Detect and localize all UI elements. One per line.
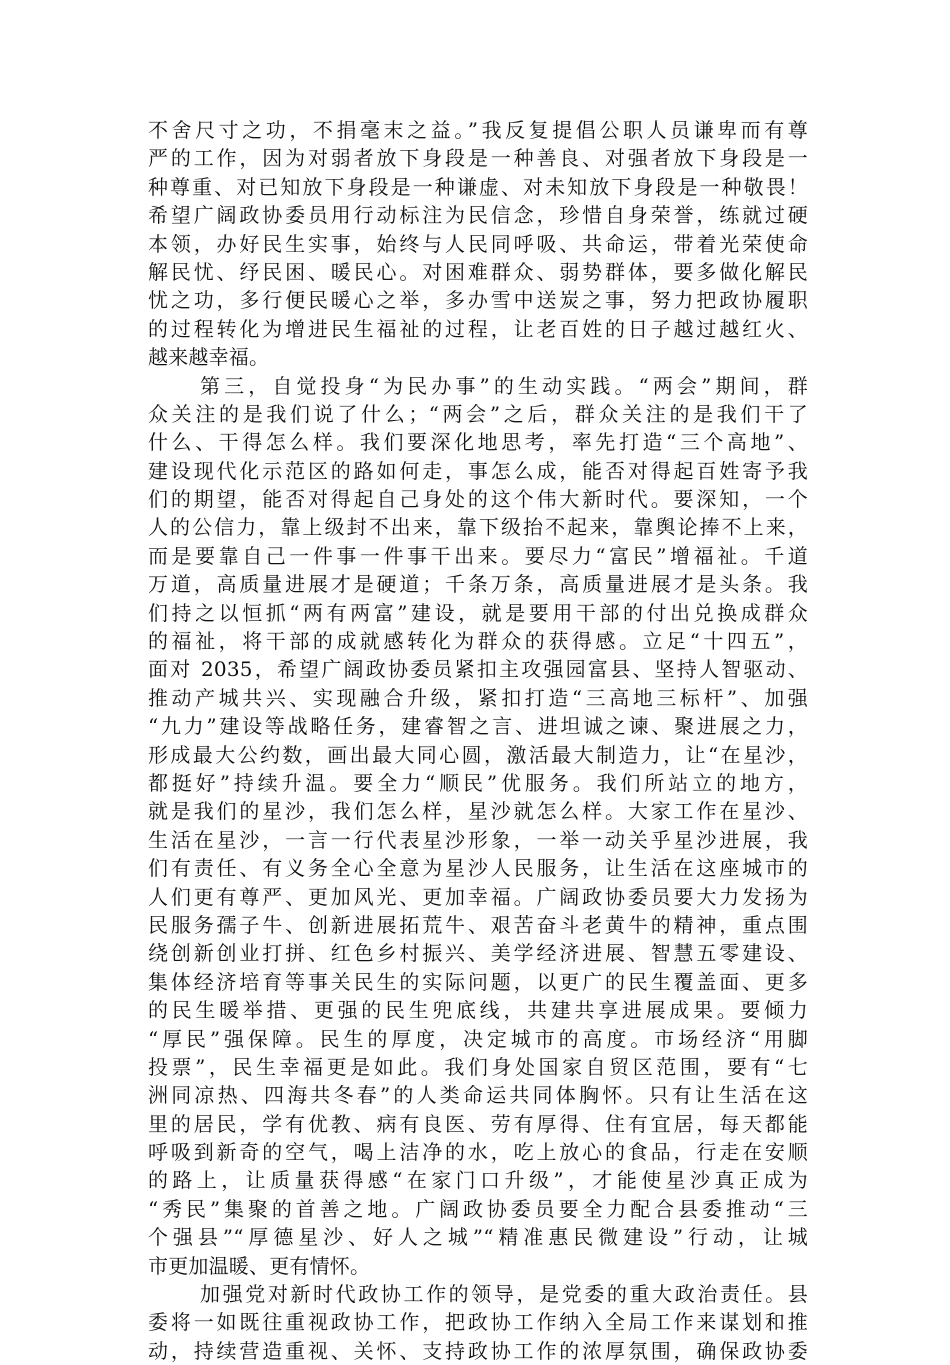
text-line: 万道，高质量进展才是硬道；千条万条，高质量进展才是头条。我	[148, 572, 808, 597]
text-line: “九力”建设等战略任务，建睿智之言、进坦诚之谏、聚进展之力，	[148, 714, 808, 739]
text-line: 个强县”“厚德星沙、好人之城”“精准惠民微建设”行动，让城	[148, 1225, 808, 1250]
text-line: 都挺好”持续升温。要全力“顺民”优服务。我们所站立的地方，	[148, 770, 808, 795]
text-line: 呼吸到新奇的空气，喝上洁净的水，吃上放心的食品，行走在安顺	[148, 1140, 808, 1165]
text-line: 们的期望，能否对得起自己身处的这个伟大新时代。要深知，一个	[148, 487, 808, 512]
text-line: “秀民”集聚的首善之地。广阔政协委员要全力配合县委推动“三	[148, 1196, 808, 1221]
text-line: 面对 2035，希望广阔政协委员紧扣主攻强园富县、坚持人智驱动、	[148, 657, 808, 682]
text-line: 的过程转化为增进民生福祉的过程，让老百姓的日子越过越红火、	[148, 316, 808, 341]
text-line: 投票”，民生幸福更是如此。我们身处国家自贸区范围，要有“七	[148, 1054, 808, 1079]
text-line: 严的工作，因为对弱者放下身段是一种善良、对强者放下身段是一	[148, 146, 808, 171]
text-line: 人们更有尊严、更加风光、更加幸福。广阔政协委员要大力发扬为	[148, 884, 808, 909]
text-line: 市更加温暖、更有情怀。	[148, 1253, 371, 1278]
text-line: 忧之功，多行便民暖心之举，多办雪中送炭之事，努力把政协履职	[148, 288, 808, 313]
text-line: 本领，办好民生实事，始终与人民同呼吸、共命运，带着光荣使命	[148, 231, 808, 256]
text-line: 们有责任、有义务全心全意为星沙人民服务，让生活在这座城市的	[148, 856, 808, 881]
text-line: 就是我们的星沙，我们怎么样，星沙就怎么样。大家工作在星沙、	[148, 799, 808, 824]
document-body	[148, 116, 808, 1365]
text-line: 的路上，让质量获得感“在家门口升级”，才能使星沙真正成为	[148, 1168, 808, 1193]
text-line: 第三，自觉投身“为民办事”的生动实践。“两会”期间，群	[200, 373, 808, 398]
text-line: 加强党对新时代政协工作的领导，是党委的重大政治责任。县	[200, 1282, 808, 1307]
text-line: 委将一如既往重视政协工作，把政协工作纳入全局工作来谋划和推	[148, 1310, 808, 1335]
text-line: “厚民”强保障。民生的厚度，决定城市的高度。市场经济“用脚	[148, 1026, 808, 1051]
text-line: 不舍尺寸之功，不捐毫末之益。”我反复提倡公职人员谦卑而有尊	[148, 118, 808, 142]
text-line: 越来越幸福。	[148, 345, 270, 370]
text-line: 推动产城共兴、实现融合升级，紧扣打造“三高地三标杆”、加强	[148, 685, 808, 710]
text-line: 的福祉，将干部的成就感转化为群众的获得感。立足“十四五”，	[148, 629, 808, 654]
text-line: 集体经济培育等事关民生的实际问题，以更广的民生覆盖面、更多	[148, 969, 808, 994]
text-line: 什么、干得怎么样。我们要深化地思考，率先打造“三个高地”、	[148, 430, 808, 455]
text-line: 洲同凉热、四海共冬春”的人类命运共同体胸怀。只有让生活在这	[148, 1083, 808, 1108]
text-line: 生活在星沙，一言一行代表星沙形象，一举一动关乎星沙进展，我	[148, 827, 808, 852]
text-line: 动，持续营造重视、关怀、支持政协工作的浓厚氛围，确保政协委	[148, 1338, 808, 1363]
text-line: 而是要靠自己一件事一件事干出来。要尽力“富民”增福祉。千道	[148, 543, 808, 568]
text-line: 的民生暖举措、更强的民生兜底线，共建共享进展成果。要倾力	[148, 998, 808, 1023]
text-line: 希望广阔政协委员用行动标注为民信念，珍惜自身荣誉，练就过硬	[148, 203, 808, 228]
text-line: 众关注的是我们说了什么；“两会”之后，群众关注的是我们干了	[148, 401, 808, 426]
text-line: 绕创新创业打拼、红色乡村振兴、美学经济进展、智慧五零建设、	[148, 941, 808, 966]
text-line: 建设现代化示范区的路如何走，事怎么成，能否对得起百姓寄予我	[148, 458, 808, 483]
text-line: 里的居民，学有优教、病有良医、劳有厚得、住有宜居，每天都能	[148, 1111, 808, 1136]
text-line: 们持之以恒抓“两有两富”建设，就是要用干部的付出兑换成群众	[148, 600, 808, 625]
text-line: 种尊重、对已知放下身段是一种谦虚、对未知放下身段是一种敬畏！	[148, 174, 808, 199]
text-line: 形成最大公约数，画出最大同心圆，激活最大制造力，让“在星沙，	[148, 742, 808, 767]
text-line: 人的公信力，靠上级封不出来，靠下级抬不起来，靠舆论捧不上来，	[148, 515, 808, 540]
text-line: 民服务孺子牛、创新进展拓荒牛、艰苦奋斗老黄牛的精神，重点围	[148, 912, 808, 937]
text-line: 解民忧、纾民困、暖民心。对困难群众、弱势群体，要多做化解民	[148, 259, 808, 284]
